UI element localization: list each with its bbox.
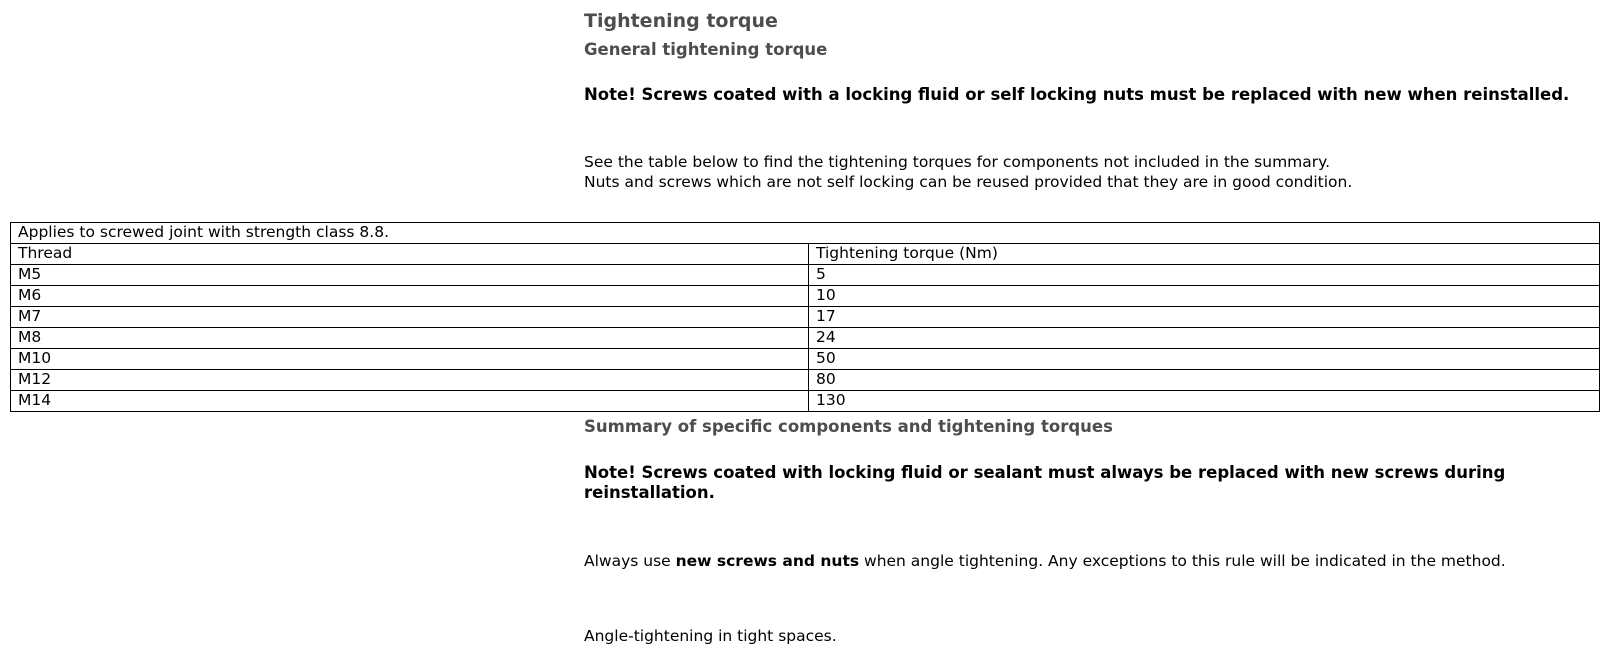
torque-table [10,222,1600,412]
table-header-row [11,244,1600,265]
summary-note: Note! Screws coated with locking fluid or sealant must always be replaced with new screws during reinstallation. [584,463,1506,502]
thread-cell: M10 [11,349,809,370]
page-title: Tightening torque [584,10,778,32]
torque-cell: 17 [809,307,1600,328]
general-torque-line-1: See the table below to find the tightening torques for components not included in the summary. [584,153,1331,171]
torque-cell: 10 [809,286,1600,307]
summary-title: Summary of specific components and tightening torques [584,417,1113,436]
table-row [11,265,1600,286]
thread-cell: M7 [11,307,809,328]
table-row [11,391,1600,412]
table-row [11,349,1600,370]
thread-cell: M5 [11,265,809,286]
torque-cell: 5 [809,265,1600,286]
general-torque-title: General tightening torque [584,40,828,59]
angle-tightening-rule [584,551,1594,571]
table-row [11,328,1600,349]
column-header-thread: Thread [11,244,809,265]
angle-tightening-tight-spaces: Angle-tightening in tight spaces. [584,627,837,645]
column-header-torque: Tightening torque (Nm) [809,244,1600,265]
table-row [11,307,1600,328]
thread-cell: M14 [11,391,809,412]
thread-cell: M6 [11,286,809,307]
torque-cell: 24 [809,328,1600,349]
general-torque-note: Note! Screws coated with a locking fluid or self locking nuts must be replaced with new when reinstalled. [584,85,1570,104]
torque-cell: 130 [809,391,1600,412]
torque-cell: 80 [809,370,1600,391]
torque-cell: 50 [809,349,1600,370]
table-caption-row [11,223,1600,244]
thread-cell: M12 [11,370,809,391]
rule-text-end: when angle tightening. Any exceptions to this rule will be indicated in the method. [859,552,1506,570]
rule-text-emphasis: new screws and nuts [675,552,860,570]
rule-text-start: Always use [584,552,676,570]
general-torque-line-2: Nuts and screws which are not self locking can be reused provided that they are in good condition. [584,173,1353,191]
thread-cell: M8 [11,328,809,349]
table-caption: Applies to screwed joint with strength class 8.8. [11,223,1600,244]
table-row [11,286,1600,307]
table-row [11,370,1600,391]
